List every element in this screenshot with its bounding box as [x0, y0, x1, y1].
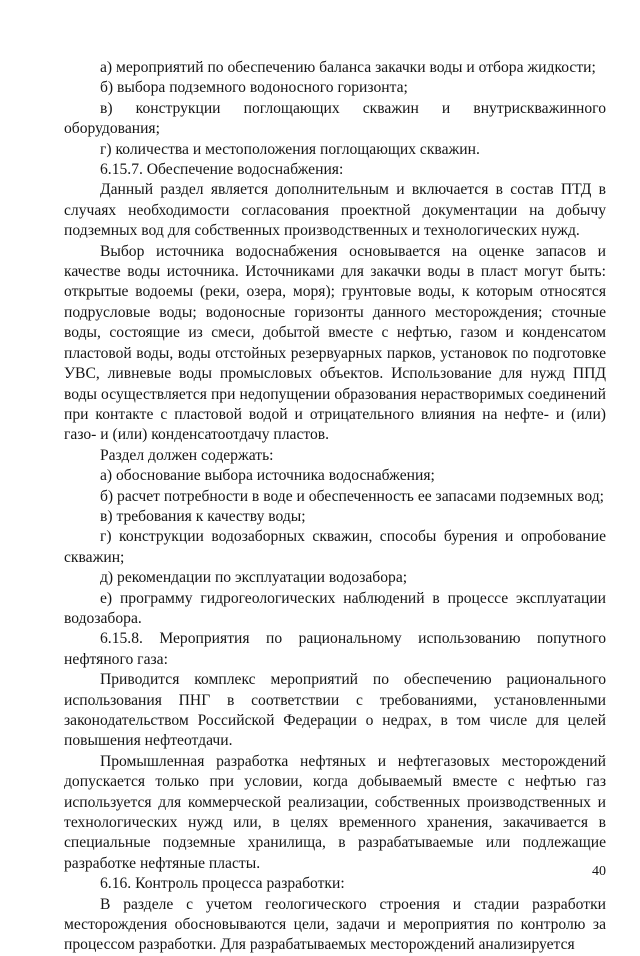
paragraph: а) мероприятий по обеспечению баланса закачки воды и отбора жидкости; [100, 59, 596, 76]
paragraph: д) рекомендации по эксплуатации водозабора; [100, 569, 408, 587]
paragraph: В разделе с учетом геологического строения и стадии разработки месторождения обосновываются цели, задачи и мероприятия по контролю за процессом разработки. Для разрабатываемых месторождений анализируется [64, 895, 606, 954]
paragraph: а) обоснование выбора источника водоснабжения; [100, 467, 435, 485]
paragraph: в) требования к качеству воды; [100, 507, 306, 525]
section-heading: 6.15.7. Обеспечение водоснабжения: [100, 161, 344, 179]
section-heading: 6.16. Контроль процесса разработки: [100, 875, 345, 893]
paragraph: Приводится комплекс мероприятий по обеспечению рационального использования ПНГ в соответствии с требованиями, установленными законодательством Российской Федерации о недрах, в том числе для целей повышения нефтеотдачи. [64, 671, 606, 750]
paragraph: г) количества и местоположения поглощающих скважин. [100, 140, 480, 158]
section-heading: 6.15.8. Мероприятия по рациональному использованию попутного нефтяного газа: [64, 630, 606, 668]
paragraph: г) конструкции водозаборных скважин, способы бурения и опробование скважин; [64, 528, 606, 566]
document-body [64, 58, 606, 956]
paragraph: Раздел должен содержать: [100, 446, 274, 464]
paragraph: Данный раздел является дополнительным и включается в состав ПТД в случаях необходимости согласования проектной документации на добычу подземных вод для собственных производственных и технологических нужд. [64, 181, 606, 240]
paragraph: б) выбора подземного водоносного горизонта; [100, 79, 408, 97]
paragraph: б) расчет потребности в воде и обеспеченность ее запасами подземных вод; [100, 487, 604, 505]
page-number: 40 [592, 864, 606, 879]
paragraph: Выбор источника водоснабжения основывается на оценке запасов и качестве воды источника. Источниками для закачки воды в пласт могут быть: открытые водоемы (реки, озера, моря); грунтовые воды, к которым относятся подрусловые воды; водоносные горизонты данного месторождения; сточные воды, состоящие из смеси, добытой вместе с нефтью, газом и конденсатом пластовой воды, воды отстойных резервуарных парков, установок по подготовке УВС, ливневые воды промысловых объектов. Использование для нужд ППД воды осуществляется при недопущении образования нерастворимых соединений при контакте с пластовой водой и отрицательного влияния на нефте- и (или) газо- и (или) конденсатоотдачу пластов. [64, 242, 606, 444]
paragraph: в) конструкции поглощающих скважин и внутрискважинного оборудования; [64, 99, 606, 138]
paragraph: е) программу гидрогеологических наблюдений в процессе эксплуатации водозабора. [64, 589, 606, 627]
paragraph: Промышленная разработка нефтяных и нефтегазовых месторождений допускается только при условии, когда добываемый вместе с нефтью газ используется для коммерческой реализации, собственных производственных и технологических нужд или, в целях временного хранения, закачивается в специальные подземные хранилища, в разрабатываемые или подлежащие разработке нефтяные пласты. [64, 752, 606, 872]
